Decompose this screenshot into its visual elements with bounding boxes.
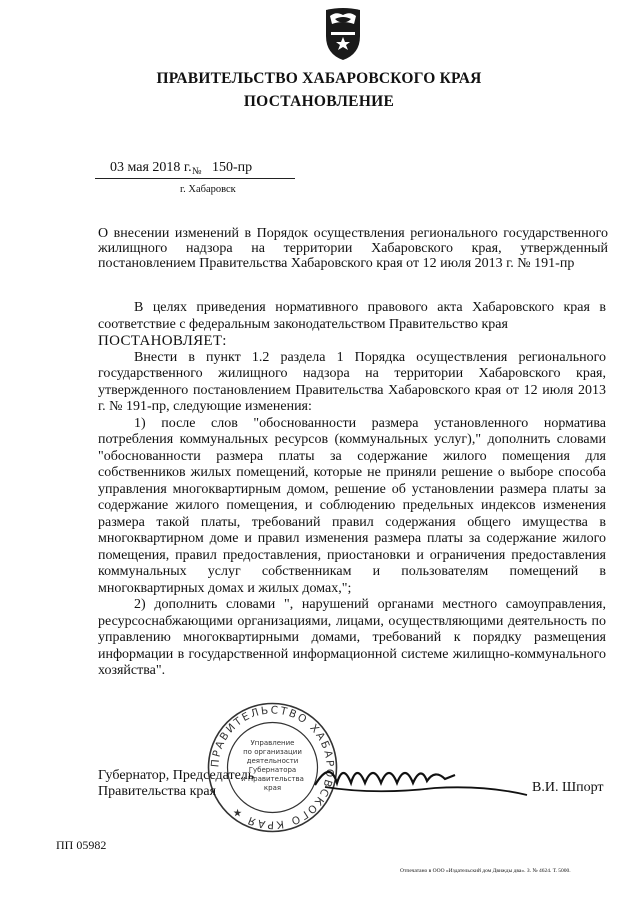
signer-position bbox=[98, 768, 254, 800]
resolves-heading: ПОСТАНОВЛЯЕТ: bbox=[98, 333, 227, 349]
intro-paragraph: Внести в пункт 1.2 раздела 1 Порядка осуществления регионального государственного жилищного надзора на территории Хабаровского края, утвержденного постановлением Правительства Хабаровского края от 12 июля 2013 г. № 191-пр, следующие изменения: bbox=[98, 349, 606, 414]
signer-position-line-1: Губернатор, Председатель bbox=[98, 768, 255, 783]
svg-text:Управление: Управление bbox=[250, 739, 295, 747]
item-2-paragraph: 2) дополнить словами ", нарушений органами местного самоуправления, ресурсоснабжающими организациями, лицами, осуществляющими деятельность по управлению многоквартирными домами, требований к порядку размещения информации в государственной информационной системе жилищно-коммунального хозяйства". bbox=[98, 597, 606, 678]
svg-text:и Правительства: и Правительства bbox=[241, 775, 304, 783]
signer-name: В.И. Шпорт bbox=[532, 780, 604, 795]
number-sign: № bbox=[192, 166, 202, 177]
document-city: г. Хабаровск bbox=[180, 184, 236, 195]
document-body bbox=[98, 300, 606, 680]
coat-of-arms-emblem bbox=[323, 6, 363, 62]
svg-text:по организации: по организации bbox=[243, 748, 302, 756]
preamble-paragraph: В целях приведения нормативного правового акта Хабаровского края в соответствие с федеральным законодательством Правительство края bbox=[98, 300, 606, 332]
government-title: ПРАВИТЕЛЬСТВО ХАБАРОВСКОГО КРАЯ bbox=[156, 70, 482, 87]
svg-text:края: края bbox=[263, 784, 282, 792]
document-type: ПОСТАНОВЛЕНИЕ bbox=[243, 93, 395, 110]
document-subject: О внесении изменений в Порядок осуществления регионального государственного жилищного надзора на территории Хабаровского края, утвержденный постановлением Правительства Хабаровского края от 12 июля 2013 г. № 191-пр bbox=[98, 226, 608, 271]
pp-code: ПП 05982 bbox=[56, 838, 107, 852]
signer-position-line-2: Правительства края bbox=[98, 784, 217, 799]
item-1-paragraph: 1) после слов "обоснованности размера установленного норматива потребления коммунальных ресурсов (коммунальных услуг)," дополнить словами "обоснованности размера платы за содержание жилого помещения для собственников жилых помещений, которые не приняли решение о выборе способа управления многоквартирным домом, решение об установлении размера платы за содержание жилого помещения, и соблюдению предельных индексов изменения размера такой платы, требований правил содержания общего имущества в многоквартирном доме и правил изменения размера платы за содержание жилого помещения, правил предоставления, приостановки и ограничения предоставления коммунальных услуг собственникам и пользователям помещений в многоквартирных домах и жилых домах,"; bbox=[98, 415, 606, 596]
document-number: 150-пр bbox=[212, 160, 253, 175]
handwritten-signature bbox=[255, 755, 545, 815]
printer-imprint: Отпечатано в ООО «Издательский дом Движды два». З. № 4624. Т. 5000. bbox=[400, 868, 571, 874]
document-date: 03 мая 2018 г. bbox=[110, 160, 192, 175]
svg-text:Губернатора: Губернатора bbox=[248, 766, 297, 774]
svg-text:деятельности: деятельности bbox=[246, 757, 299, 765]
svg-text:ПРАВИТЕЛЬСТВО ХАБАРОВСКОГО КРА: ПРАВИТЕЛЬСТВО ХАБАРОВСКОГО КРАЯ ★ bbox=[209, 704, 336, 831]
